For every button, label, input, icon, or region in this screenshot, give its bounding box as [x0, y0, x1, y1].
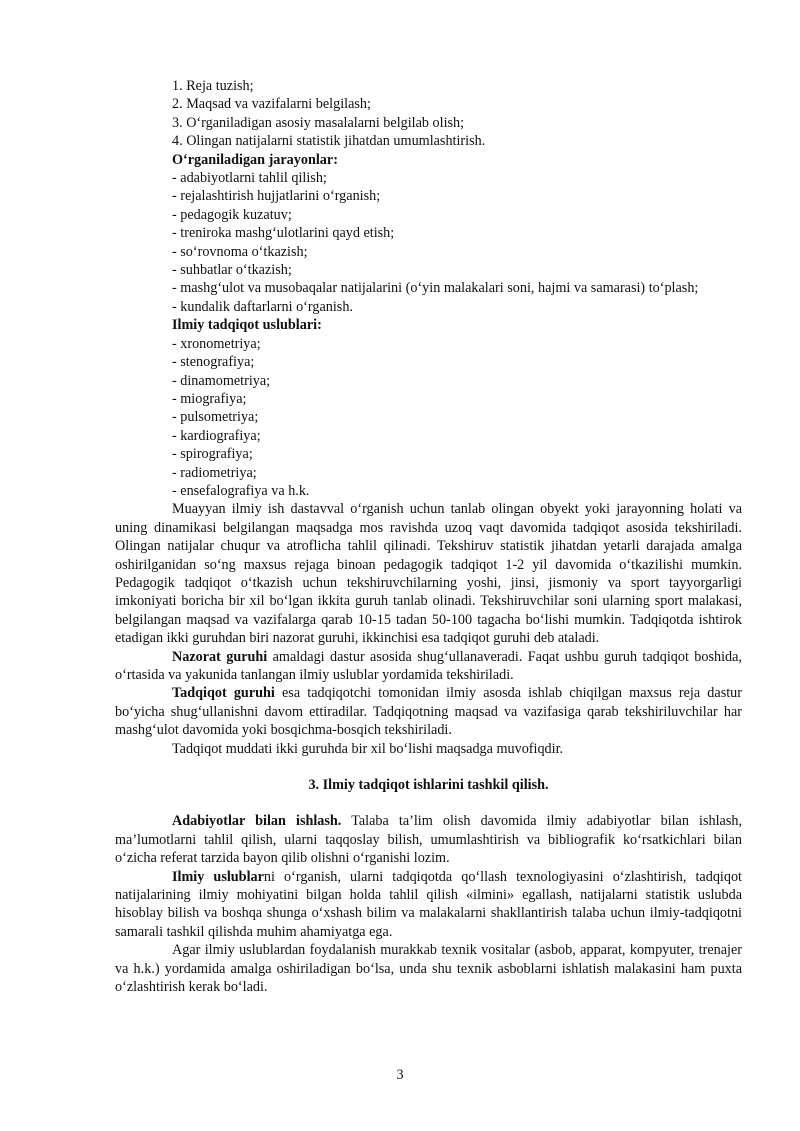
document-page	[115, 77, 742, 997]
intro-paragraph: Muayyan ilmiy ish dastavval o‘rganish uchun tanlab olingan obyekt yoki jarayonning holati va uning dinamikasi belgilangan maqsadga mos ravishda uzoq vaqt davomida tadqiqot asosida tekshiriladi. Olingan natijalar chuqur va atroflicha tahlil qilinadi. Tekshiruv statistik jihatdan yetarli darajada amalga oshirilganidan so‘ng maxsus rejaga binoan pedagogik tadqiqot 1-2 yil davomida o‘tkazilishi mumkin. Pedagogik tadqiqot o‘tkazish uchun tekshiruvchilarning yoshi, jinsi, jismoniy va sport tayyorgarligi imkoniyati boricha bir xil bo‘lgan ikkita guruh tanlab olinadi. Tekshiruvchilar soni ularning sport malakasi, belgilangan maqsad va vazifalarga qarab 10-15 tadan 50-100 tagacha bo‘lishi mumkin. Tadqiqotda ishtirok etadigan ikki guruhdan biri nazorat guruhi, ikkinchisi esa tadqiqot guruhi deb ataladi.	[115, 501, 742, 647]
processes-heading: O‘rganiladigan jarayonlar:	[172, 151, 338, 168]
section-heading: 3. Ilmiy tadqiqot ishlarini tashkil qilish.	[308, 777, 549, 794]
method-item: - spirografiya;	[172, 446, 253, 463]
method-item: - pulsometriya;	[172, 409, 259, 426]
method-item: - miografiya;	[172, 390, 247, 407]
control-group-paragraph	[115, 648, 742, 685]
method-item: - ensefalografiya va h.k.	[172, 482, 310, 499]
research-group-term: Tadqiqot guruhi	[172, 685, 275, 702]
methods-text: ni o‘rganish, ularni tadqiqotda qo‘llash texnologiyasini o‘zlashtirish, tadqiqot natijalarining ilmiy mohiyatini bilgan holda tahlil qilish «ilmini» egallash, natijalarni statistik uslubda hisoblay bilish va boshqa shunga o‘xshash bilim va malakalarni shakllantirish talaba uchun ilmiy-tadqiqotni samarali tashkil qilishda muhim ahamiyatga ega.	[115, 868, 742, 940]
control-group-text: amaldagi dastur asosida shug‘ullanaveradi. Faqat ushbu guruh tadqiqot boshida, o‘rtasida va yakunida tanlangan ilmiy uslublar yordamida tekshiriladi.	[115, 648, 742, 683]
method-item: - kardiografiya;	[172, 427, 261, 444]
method-item: - stenografiya;	[172, 354, 255, 371]
process-item: - kundalik daftarlarni o‘rganish.	[172, 298, 353, 315]
process-item-long: - mashg‘ulot va musobaqalar natijalarini (o‘yin malakalari soni, hajmi va samarasi) to‘plash;	[172, 280, 699, 297]
research-group-paragraph	[115, 684, 742, 739]
technical-paragraph: Agar ilmiy uslublardan foydalanish murakkab texnik vositalar (asbob, apparat, kompyuter, trenajer va h.k.) yordamida amalga oshiriladigan bo‘lsa, unda shu texnik asboblarni ishlatish malakasini ham puxta o‘zlashtirish kerak bo‘ladi.	[115, 942, 742, 996]
plan-item: 4. Olingan natijalarni statistik jihatdan umumlashtirish.	[172, 133, 486, 150]
literature-text: Talaba ta’lim olish davomida ilmiy adabiyotlar bilan ishlash, ma’lumotlarni tahlil qilish, ularni taqqoslay bilish, umumlashtirish va bibliografik ko‘rsatkichlari bilan o‘zicha referat tarzida bayon qilib olishni o‘rganishi lozim.	[115, 813, 742, 867]
plan-item: 3. O‘rganiladigan asosiy masalalarni belgilab olish;	[172, 114, 465, 131]
methods-term: Ilmiy uslublar	[172, 868, 264, 885]
literature-paragraph	[115, 812, 742, 867]
process-item: - rejalashtirish hujjatlarini o‘rganish;	[172, 188, 381, 205]
duration-paragraph: Tadqiqot muddati ikki guruhda bir xil bo‘lishi maqsadga muvofiqdir.	[172, 740, 564, 757]
process-item: - treniroka mashg‘ulotlarini qayd etish;	[172, 225, 395, 242]
process-item: - suhbatlar o‘tkazish;	[172, 262, 292, 279]
literature-term: Adabiyotlar bilan ishlash.	[172, 813, 342, 830]
research-group-text: esa tadqiqotchi tomonidan ilmiy asosda ishlab chiqilgan maxsus reja dastur bo‘yicha shug‘ullanishni davom ettiradilar. Tadqiqotning maqsad va vazifasiga qarab tekshiriluvchilar har mashg‘ulot davomida yoki bosqichma-bosqich tekshiriladi.	[115, 685, 742, 739]
page-number: 3	[396, 1067, 404, 1083]
plan-item: 2. Maqsad va vazifalarni belgilash;	[172, 96, 371, 113]
process-item: - so‘rovnoma o‘tkazish;	[172, 243, 308, 260]
methods-paragraph	[115, 868, 742, 942]
method-item: - radiometriya;	[172, 464, 257, 481]
process-item: - pedagogik kuzatuv;	[172, 206, 292, 223]
method-item: - dinamometriya;	[172, 372, 271, 389]
method-item: - xronometriya;	[172, 335, 261, 352]
methods-heading: Ilmiy tadqiqot uslublari:	[172, 317, 322, 334]
plan-item: 1. Reja tuzish;	[172, 78, 254, 94]
control-group-term: Nazorat guruhi	[172, 648, 268, 665]
process-item: - adabiyotlarni tahlil qilish;	[172, 170, 327, 187]
